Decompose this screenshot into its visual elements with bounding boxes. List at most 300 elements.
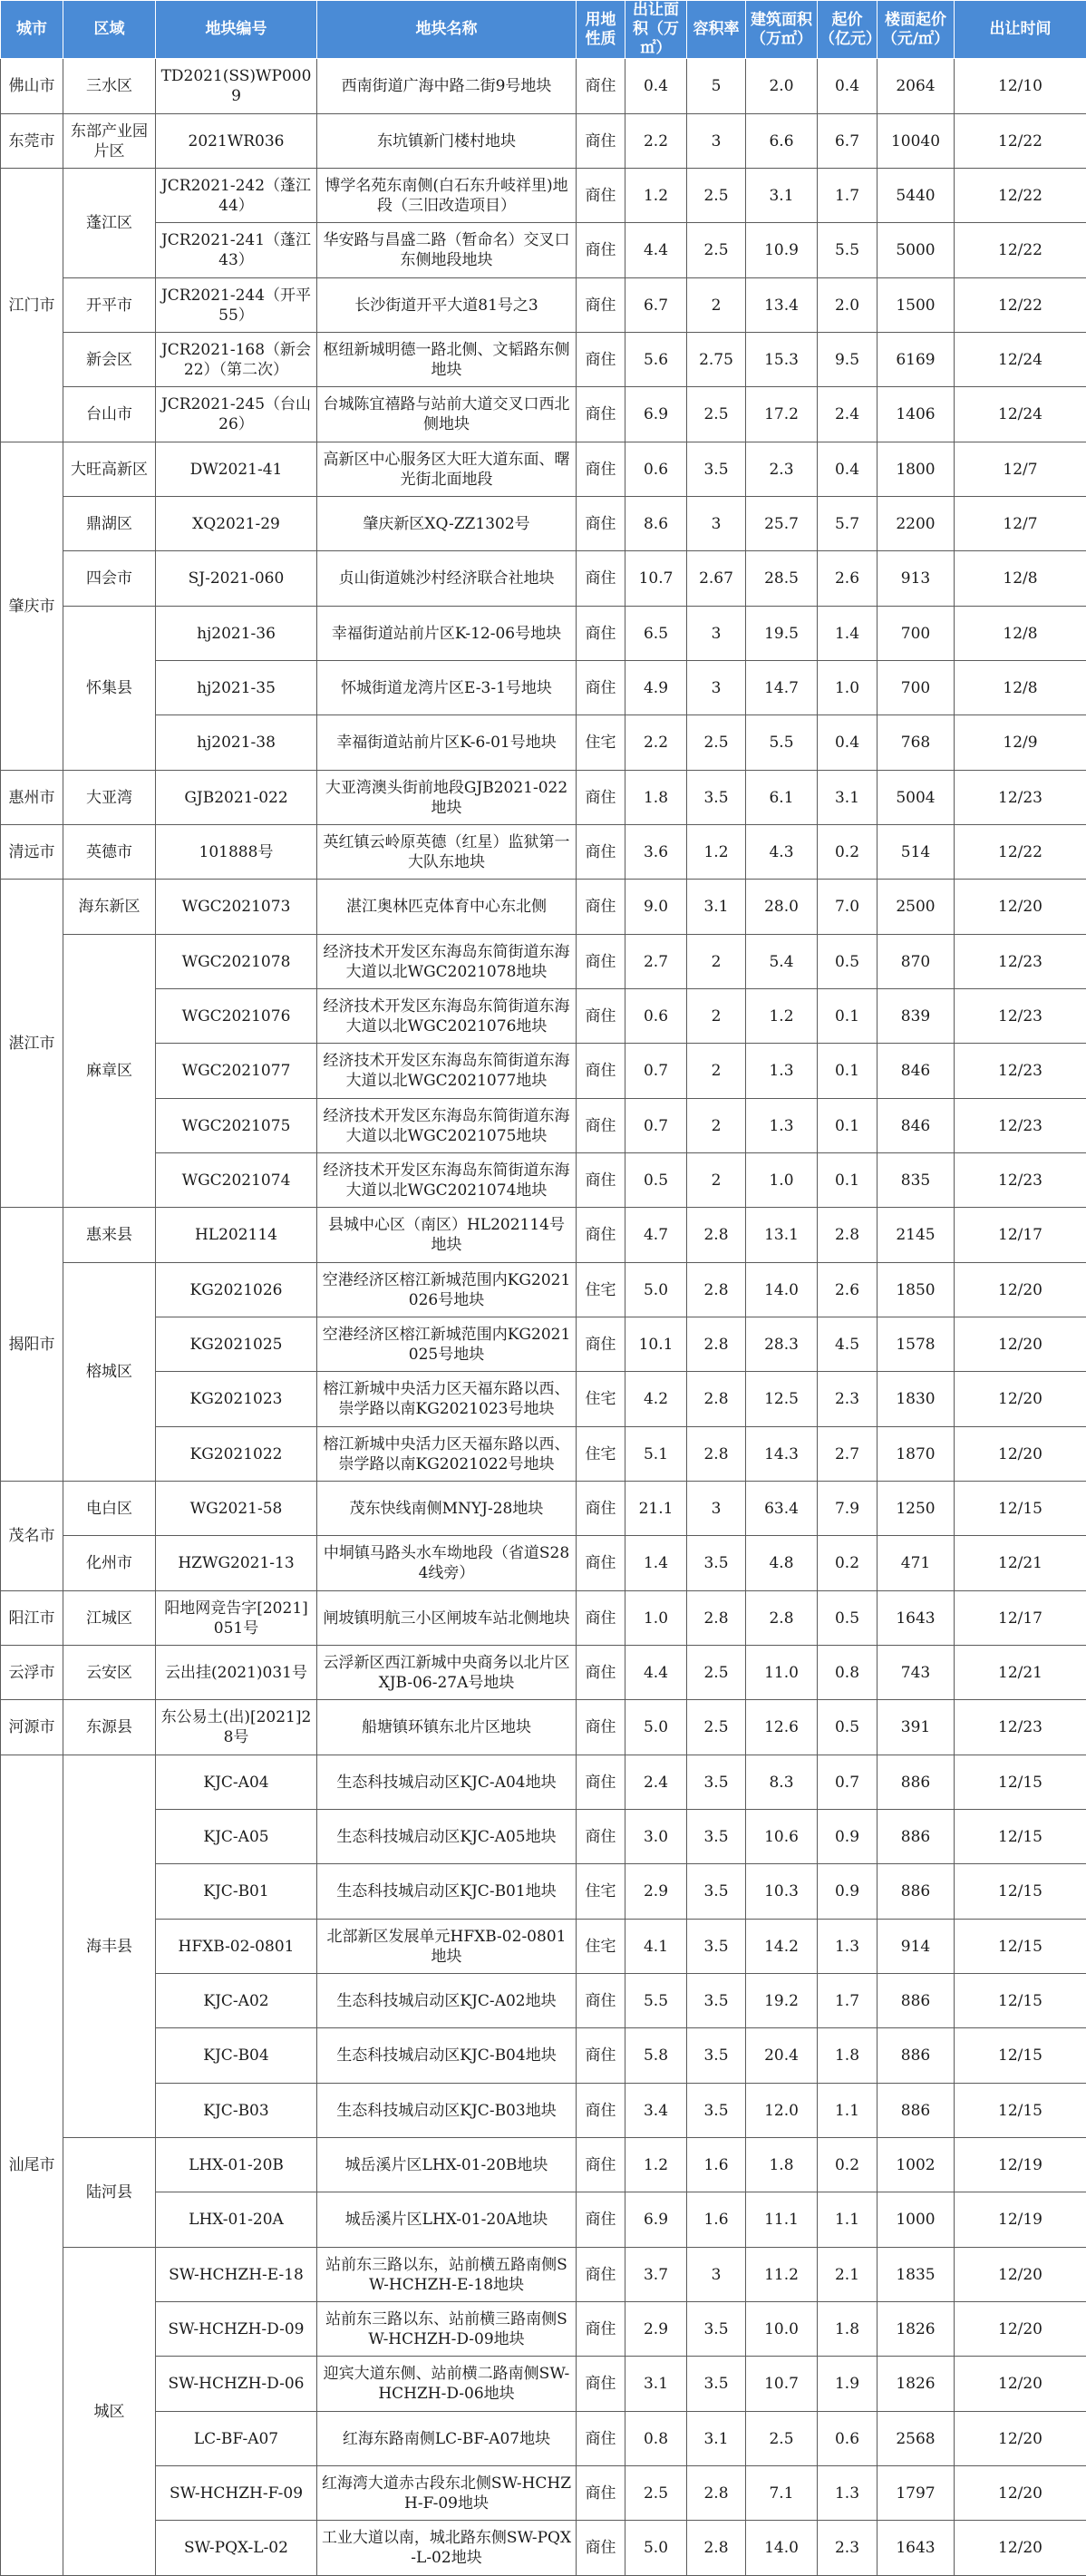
table-row	[1, 935, 1086, 989]
cell-date: 12/15	[955, 2084, 1086, 2138]
cell-area: 4.4	[625, 1646, 687, 1700]
cell-date: 12/7	[955, 497, 1086, 551]
cell-build: 14.0	[746, 1263, 818, 1317]
cell-district: 化州市	[63, 1536, 156, 1591]
cell-area: 6.9	[625, 387, 687, 442]
cell-code: WGC2021076	[156, 989, 317, 1044]
table-row	[1, 989, 1086, 1044]
cell-date: 12/15	[955, 2028, 1086, 2084]
cell-price: 6.7	[818, 114, 878, 169]
cell-far: 2.8	[687, 1317, 746, 1372]
cell-far: 2	[687, 1153, 746, 1208]
cell-area: 2.2	[625, 114, 687, 169]
cell-code: WGC2021075	[156, 1099, 317, 1153]
cell-city: 湛江市	[1, 880, 63, 1208]
cell-use: 商住	[577, 2028, 625, 2084]
cell-area: 8.6	[625, 497, 687, 551]
cell-price: 0.9	[818, 1810, 878, 1864]
cell-use: 住宅	[577, 1864, 625, 1920]
cell-far: 2.5	[687, 387, 746, 442]
cell-area: 3.0	[625, 1810, 687, 1864]
cell-build: 12.5	[746, 1372, 818, 1427]
cell-use: 商住	[577, 1810, 625, 1864]
cell-far: 3	[687, 114, 746, 169]
cell-use: 商住	[577, 1646, 625, 1700]
table-row	[1, 497, 1086, 551]
cell-area: 5.5	[625, 1974, 687, 2028]
cell-build: 28.3	[746, 1317, 818, 1372]
cell-name: 榕江新城中央活力区天福东路以西、崇学路以南KG2021023号地块	[317, 1372, 577, 1427]
header-name: 地块名称	[317, 1, 577, 59]
cell-use: 商住	[577, 2412, 625, 2466]
cell-build: 10.9	[746, 223, 818, 278]
cell-code: JCR2021-245（台山26）	[156, 387, 317, 442]
cell-date: 12/23	[955, 1044, 1086, 1099]
header-date: 出让时间	[955, 1, 1086, 59]
cell-code: SW-HCHZH-D-06	[156, 2357, 317, 2412]
cell-name: 枢纽新城明德一路北侧、文韬路东侧地块	[317, 333, 577, 387]
cell-name: 生态科技城启动区KJC-B04地块	[317, 2028, 577, 2084]
header-price: 起价（亿元）	[818, 1, 878, 59]
cell-date: 12/23	[955, 935, 1086, 989]
cell-use: 商住	[577, 1044, 625, 1099]
table-row	[1, 2084, 1086, 2138]
cell-build: 19.2	[746, 1974, 818, 2028]
cell-code: GJB2021-022	[156, 771, 317, 825]
cell-use: 商住	[577, 2248, 625, 2302]
table-row	[1, 1317, 1086, 1372]
table-row	[1, 2357, 1086, 2412]
cell-city: 江门市	[1, 169, 63, 442]
cell-code: DW2021-41	[156, 442, 317, 497]
cell-far: 3.5	[687, 1810, 746, 1864]
cell-area: 3.4	[625, 2084, 687, 2138]
cell-price: 2.3	[818, 2521, 878, 2576]
cell-build: 63.4	[746, 1482, 818, 1536]
cell-code: HFXB-02-0801	[156, 1920, 317, 1974]
cell-code: XQ2021-29	[156, 497, 317, 551]
cell-name: 城岳溪片区LHX-01-20B地块	[317, 2138, 577, 2192]
cell-area: 5.8	[625, 2028, 687, 2084]
table-row	[1, 169, 1086, 223]
cell-use: 商住	[577, 2138, 625, 2192]
cell-price: 1.1	[818, 2192, 878, 2248]
cell-code: SW-HCHZH-E-18	[156, 2248, 317, 2302]
cell-far: 3.5	[687, 442, 746, 497]
cell-floor: 839	[878, 989, 955, 1044]
cell-date: 12/15	[955, 1482, 1086, 1536]
cell-price: 1.1	[818, 2084, 878, 2138]
cell-price: 1.7	[818, 169, 878, 223]
cell-code: KJC-B01	[156, 1864, 317, 1920]
cell-date: 12/20	[955, 2466, 1086, 2521]
cell-area: 0.4	[625, 59, 687, 114]
cell-build: 11.2	[746, 2248, 818, 2302]
cell-name: 幸福街道站前片区K-12-06号地块	[317, 607, 577, 661]
cell-name: 云浮新区西江新城中央商务以北片区XJB-06-27A号地块	[317, 1646, 577, 1700]
cell-far: 3.5	[687, 2084, 746, 2138]
table-row	[1, 2466, 1086, 2521]
cell-district: 榕城区	[63, 1263, 156, 1482]
cell-date: 12/20	[955, 2302, 1086, 2357]
cell-area: 4.1	[625, 1920, 687, 1974]
cell-use: 商住	[577, 825, 625, 880]
cell-area: 5.6	[625, 333, 687, 387]
cell-date: 12/15	[955, 1810, 1086, 1864]
cell-name: 贞山街道姚沙村经济联合社地块	[317, 551, 577, 607]
cell-price: 1.8	[818, 2302, 878, 2357]
cell-use: 商住	[577, 278, 625, 333]
table-row	[1, 2138, 1086, 2192]
cell-price: 4.5	[818, 1317, 878, 1372]
cell-price: 0.9	[818, 1864, 878, 1920]
cell-city: 肇庆市	[1, 442, 63, 771]
cell-build: 1.0	[746, 1153, 818, 1208]
cell-price: 1.4	[818, 607, 878, 661]
cell-floor: 886	[878, 2084, 955, 2138]
cell-code: 东公易土(出)[2021]28号	[156, 1700, 317, 1755]
cell-district: 电白区	[63, 1482, 156, 1536]
cell-code: TD2021(SS)WP0009	[156, 59, 317, 114]
table-row	[1, 2521, 1086, 2576]
cell-code: JCR2021-168（新会22）（第二次）	[156, 333, 317, 387]
cell-code: KJC-A05	[156, 1810, 317, 1864]
cell-far: 3.1	[687, 2412, 746, 2466]
cell-floor: 835	[878, 1153, 955, 1208]
cell-code: KG2021026	[156, 1263, 317, 1317]
cell-build: 2.3	[746, 442, 818, 497]
table-row	[1, 1864, 1086, 1920]
header-floor: 楼面起价（元/㎡）	[878, 1, 955, 59]
cell-code: LHX-01-20B	[156, 2138, 317, 2192]
cell-build: 12.0	[746, 2084, 818, 2138]
cell-area: 1.4	[625, 1536, 687, 1591]
cell-area: 2.5	[625, 2466, 687, 2521]
cell-build: 10.0	[746, 2302, 818, 2357]
cell-floor: 1800	[878, 442, 955, 497]
cell-date: 12/15	[955, 1755, 1086, 1810]
cell-code: WG2021-58	[156, 1482, 317, 1536]
cell-name: 经济技术开发区东海岛东简街道东海大道以北WGC2021076地块	[317, 989, 577, 1044]
table-row	[1, 825, 1086, 880]
cell-name: 长沙街道开平大道81号之3	[317, 278, 577, 333]
cell-price: 0.2	[818, 825, 878, 880]
table-row	[1, 1208, 1086, 1263]
cell-far: 2.5	[687, 715, 746, 771]
cell-floor: 1578	[878, 1317, 955, 1372]
cell-build: 5.4	[746, 935, 818, 989]
cell-name: 榕江新城中央活力区天福东路以西、崇学路以南KG2021022号地块	[317, 1427, 577, 1482]
cell-area: 21.1	[625, 1482, 687, 1536]
cell-far: 2.5	[687, 223, 746, 278]
cell-name: 博学名苑东南侧(白石东升岐祥里)地段（三旧改造项目）	[317, 169, 577, 223]
cell-code: WGC2021074	[156, 1153, 317, 1208]
cell-far: 3.5	[687, 1920, 746, 1974]
cell-floor: 471	[878, 1536, 955, 1591]
cell-area: 5.0	[625, 1263, 687, 1317]
cell-build: 19.5	[746, 607, 818, 661]
cell-far: 3	[687, 497, 746, 551]
table-row	[1, 1920, 1086, 1974]
header-row	[1, 1, 1086, 59]
cell-area: 0.6	[625, 442, 687, 497]
cell-price: 0.5	[818, 1700, 878, 1755]
cell-floor: 1850	[878, 1263, 955, 1317]
cell-district: 四会市	[63, 551, 156, 607]
cell-name: 生态科技城启动区KJC-A02地块	[317, 1974, 577, 2028]
cell-build: 2.8	[746, 1591, 818, 1646]
cell-floor: 846	[878, 1044, 955, 1099]
table-row	[1, 2412, 1086, 2466]
cell-floor: 886	[878, 1864, 955, 1920]
cell-far: 2.5	[687, 169, 746, 223]
cell-far: 3	[687, 607, 746, 661]
cell-use: 商住	[577, 1536, 625, 1591]
cell-area: 5.0	[625, 2521, 687, 2576]
cell-far: 3.5	[687, 1864, 746, 1920]
cell-use: 住宅	[577, 1427, 625, 1482]
header-use: 用地性质	[577, 1, 625, 59]
table-row	[1, 1372, 1086, 1427]
cell-floor: 1830	[878, 1372, 955, 1427]
cell-use: 商住	[577, 1153, 625, 1208]
cell-date: 12/17	[955, 1208, 1086, 1263]
cell-floor: 1835	[878, 2248, 955, 2302]
cell-floor: 2200	[878, 497, 955, 551]
cell-price: 1.3	[818, 2466, 878, 2521]
cell-area: 2.7	[625, 935, 687, 989]
header-district: 区域	[63, 1, 156, 59]
cell-date: 12/20	[955, 2248, 1086, 2302]
cell-name: 闸坡镇明航三小区闸坡车站北侧地块	[317, 1591, 577, 1646]
table-row	[1, 551, 1086, 607]
cell-date: 12/15	[955, 1864, 1086, 1920]
table-row	[1, 1482, 1086, 1536]
cell-name: 北部新区发展单元HFXB-02-0801地块	[317, 1920, 577, 1974]
header-area: 出让面积（万㎡）	[625, 1, 687, 59]
cell-floor: 6169	[878, 333, 955, 387]
cell-code: KJC-B04	[156, 2028, 317, 2084]
cell-far: 1.6	[687, 2138, 746, 2192]
cell-floor: 886	[878, 1974, 955, 2028]
cell-code: 阳地网竞告字[2021] 051号	[156, 1591, 317, 1646]
cell-area: 1.8	[625, 771, 687, 825]
cell-name: 迎宾大道东侧、站前横二路南侧SW-HCHZH-D-06地块	[317, 2357, 577, 2412]
table-row	[1, 1974, 1086, 2028]
cell-use: 住宅	[577, 1263, 625, 1317]
cell-use: 商住	[577, 880, 625, 935]
cell-date: 12/15	[955, 1920, 1086, 1974]
cell-floor: 514	[878, 825, 955, 880]
header-city: 城市	[1, 1, 63, 59]
table-row	[1, 2192, 1086, 2248]
cell-name: 生态科技城启动区KJC-A04地块	[317, 1755, 577, 1810]
cell-far: 3.5	[687, 1974, 746, 2028]
cell-district: 城区	[63, 2248, 156, 2576]
cell-date: 12/8	[955, 551, 1086, 607]
table-row	[1, 1755, 1086, 1810]
cell-floor: 768	[878, 715, 955, 771]
cell-use: 商住	[577, 2466, 625, 2521]
cell-floor: 1870	[878, 1427, 955, 1482]
cell-price: 0.7	[818, 1755, 878, 1810]
cell-build: 14.7	[746, 661, 818, 715]
cell-use: 商住	[577, 1700, 625, 1755]
cell-floor: 1000	[878, 2192, 955, 2248]
cell-floor: 846	[878, 1099, 955, 1153]
cell-area: 0.5	[625, 1153, 687, 1208]
table-row	[1, 1536, 1086, 1591]
cell-far: 2.5	[687, 1700, 746, 1755]
cell-date: 12/19	[955, 2138, 1086, 2192]
cell-code: 云出挂(2021)031号	[156, 1646, 317, 1700]
cell-district: 鼎湖区	[63, 497, 156, 551]
cell-price: 0.5	[818, 1591, 878, 1646]
cell-code: SJ-2021-060	[156, 551, 317, 607]
cell-code: WGC2021077	[156, 1044, 317, 1099]
table-row	[1, 1263, 1086, 1317]
cell-build: 17.2	[746, 387, 818, 442]
table-row	[1, 715, 1086, 771]
cell-code: hj2021-36	[156, 607, 317, 661]
cell-far: 2	[687, 1044, 746, 1099]
cell-district: 台山市	[63, 387, 156, 442]
cell-area: 1.2	[625, 2138, 687, 2192]
cell-far: 1.2	[687, 825, 746, 880]
cell-code: hj2021-38	[156, 715, 317, 771]
table-body	[1, 59, 1086, 2576]
cell-name: 英红镇云岭原英德（红星）监狱第一大队东地块	[317, 825, 577, 880]
cell-name: 幸福街道站前片区K-6-01号地块	[317, 715, 577, 771]
cell-code: WGC2021078	[156, 935, 317, 989]
cell-build: 20.4	[746, 2028, 818, 2084]
cell-use: 商住	[577, 497, 625, 551]
cell-code: KG2021023	[156, 1372, 317, 1427]
cell-floor: 2568	[878, 2412, 955, 2466]
table-row	[1, 442, 1086, 497]
cell-build: 7.1	[746, 2466, 818, 2521]
cell-area: 0.6	[625, 989, 687, 1044]
cell-code: LHX-01-20A	[156, 2192, 317, 2248]
cell-build: 25.7	[746, 497, 818, 551]
cell-name: 高新区中心服务区大旺大道东面、曙光街北面地段	[317, 442, 577, 497]
table-row	[1, 387, 1086, 442]
cell-far: 2	[687, 989, 746, 1044]
cell-code: SW-HCHZH-D-09	[156, 2302, 317, 2357]
cell-use: 商住	[577, 223, 625, 278]
cell-district: 英德市	[63, 825, 156, 880]
cell-far: 3	[687, 1482, 746, 1536]
cell-date: 12/20	[955, 2357, 1086, 2412]
table-row	[1, 661, 1086, 715]
cell-code: SW-PQX-L-02	[156, 2521, 317, 2576]
cell-price: 3.1	[818, 771, 878, 825]
cell-price: 0.4	[818, 442, 878, 497]
cell-district: 东源县	[63, 1700, 156, 1755]
cell-district: 海丰县	[63, 1755, 156, 2138]
cell-far: 3	[687, 2248, 746, 2302]
cell-floor: 10040	[878, 114, 955, 169]
cell-build: 11.1	[746, 2192, 818, 2248]
cell-date: 12/23	[955, 1153, 1086, 1208]
cell-use: 商住	[577, 607, 625, 661]
table-row	[1, 2028, 1086, 2084]
cell-build: 28.5	[746, 551, 818, 607]
cell-district: 大亚湾	[63, 771, 156, 825]
table-row	[1, 223, 1086, 278]
cell-price: 0.1	[818, 1044, 878, 1099]
cell-code: JCR2021-242（蓬江44）	[156, 169, 317, 223]
cell-date: 12/20	[955, 1317, 1086, 1372]
cell-date: 12/19	[955, 2192, 1086, 2248]
cell-name: 生态科技城启动区KJC-B01地块	[317, 1864, 577, 1920]
cell-use: 住宅	[577, 1920, 625, 1974]
cell-date: 12/22	[955, 169, 1086, 223]
cell-price: 2.1	[818, 2248, 878, 2302]
cell-floor: 886	[878, 1755, 955, 1810]
cell-price: 2.4	[818, 387, 878, 442]
cell-area: 3.6	[625, 825, 687, 880]
cell-price: 0.2	[818, 2138, 878, 2192]
cell-far: 2.75	[687, 333, 746, 387]
cell-name: 中垌镇马路头水车坳地段（省道S284线旁）	[317, 1536, 577, 1591]
cell-floor: 1643	[878, 2521, 955, 2576]
cell-district: 三水区	[63, 59, 156, 114]
cell-price: 1.3	[818, 1920, 878, 1974]
cell-name: 空港经济区榕江新城范围内KG2021025号地块	[317, 1317, 577, 1372]
cell-city: 惠州市	[1, 771, 63, 825]
cell-district: 陆河县	[63, 2138, 156, 2248]
cell-date: 12/23	[955, 771, 1086, 825]
cell-name: 经济技术开发区东海岛东简街道东海大道以北WGC2021077地块	[317, 1044, 577, 1099]
cell-build: 2.5	[746, 2412, 818, 2466]
cell-price: 0.1	[818, 989, 878, 1044]
cell-price: 2.0	[818, 278, 878, 333]
cell-build: 10.7	[746, 2357, 818, 2412]
table-row	[1, 1099, 1086, 1153]
cell-city: 东莞市	[1, 114, 63, 169]
cell-city: 云浮市	[1, 1646, 63, 1700]
cell-use: 商住	[577, 169, 625, 223]
table-row	[1, 1153, 1086, 1208]
cell-use: 商住	[577, 1974, 625, 2028]
cell-city: 阳江市	[1, 1591, 63, 1646]
cell-code: KJC-A04	[156, 1755, 317, 1810]
cell-far: 3.1	[687, 880, 746, 935]
cell-build: 1.3	[746, 1044, 818, 1099]
cell-floor: 5004	[878, 771, 955, 825]
cell-name: 经济技术开发区东海岛东简街道东海大道以北WGC2021078地块	[317, 935, 577, 989]
cell-date: 12/22	[955, 278, 1086, 333]
cell-area: 10.1	[625, 1317, 687, 1372]
cell-name: 肇庆新区XQ-ZZ1302号	[317, 497, 577, 551]
cell-name: 大亚湾澳头街前地段GJB2021-022地块	[317, 771, 577, 825]
header-code: 地块编号	[156, 1, 317, 59]
cell-district: 惠来县	[63, 1208, 156, 1263]
cell-name: 县城中心区（南区）HL202114号地块	[317, 1208, 577, 1263]
cell-build: 28.0	[746, 880, 818, 935]
table-row	[1, 59, 1086, 114]
cell-floor: 1797	[878, 2466, 955, 2521]
cell-use: 商住	[577, 387, 625, 442]
cell-price: 5.7	[818, 497, 878, 551]
cell-floor: 913	[878, 551, 955, 607]
cell-use: 商住	[577, 442, 625, 497]
cell-date: 12/23	[955, 989, 1086, 1044]
cell-use: 商住	[577, 2192, 625, 2248]
cell-floor: 700	[878, 607, 955, 661]
cell-build: 1.3	[746, 1099, 818, 1153]
